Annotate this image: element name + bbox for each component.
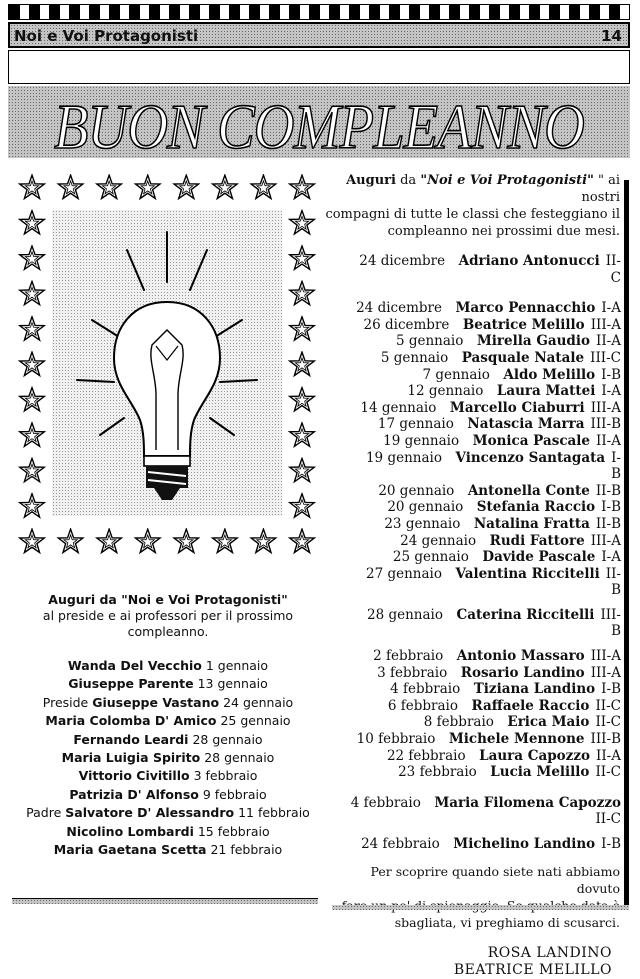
authors xyxy=(324,945,624,979)
professor-name: Maria Colomba D' Amico xyxy=(45,713,217,729)
student-class: III-A xyxy=(590,399,621,416)
student-name: Natascia Marra xyxy=(467,416,585,433)
student-class: II-A xyxy=(596,747,621,764)
note-line1: Per scoprire quando siete nati abbiamo dovuto xyxy=(370,863,620,896)
birthday-row xyxy=(324,681,624,698)
student-name: Natalina Fratta xyxy=(473,515,590,532)
star-icon xyxy=(20,211,45,234)
star-icon xyxy=(290,423,315,446)
professor-date: 13 gennaio xyxy=(197,676,268,692)
star-icon xyxy=(20,494,45,517)
birthday-date: 8 febbraio xyxy=(423,714,494,731)
student-class: I-A xyxy=(601,300,621,317)
birthday-date: 5 gennaio xyxy=(380,349,449,366)
student-name: Michelino Landino xyxy=(453,836,596,852)
student-class: III-A xyxy=(590,532,621,549)
birthday-row xyxy=(324,253,624,286)
birthday-date: 24 febbraio xyxy=(361,836,440,852)
intro-da: da xyxy=(395,173,421,188)
birthday-row xyxy=(324,836,624,853)
professor-prefix: Preside xyxy=(42,694,89,710)
birthday-row xyxy=(324,714,624,731)
professor-date: 15 febbraio xyxy=(197,823,270,839)
birthday-row xyxy=(324,416,624,433)
birthday-date: 20 gennaio xyxy=(378,482,455,499)
student-class: II-A xyxy=(596,432,621,449)
note-line3: sbagliata, vi preghiamo di scusarci. xyxy=(394,914,620,930)
student-name: Beatrice Melillo xyxy=(462,316,585,333)
student-class-wrap: B xyxy=(611,582,621,599)
birthday-row xyxy=(324,367,624,384)
professor-name: Maria Luigia Spirito xyxy=(61,750,201,766)
student-name: Valentina Riccitelli xyxy=(455,565,600,582)
star-icon xyxy=(20,458,45,481)
birthday-row xyxy=(324,300,624,317)
birthday-row xyxy=(324,350,624,367)
professor-date: 24 gennaio xyxy=(223,694,294,710)
star-icon xyxy=(174,529,199,552)
student-name: Antonella Conte xyxy=(467,482,590,499)
list-spacer xyxy=(324,781,624,795)
birthday-date: 23 febbraio xyxy=(398,764,477,781)
left-bottom-rule xyxy=(12,898,318,904)
professor-name: Salvatore D' Alessandro xyxy=(65,805,235,821)
author-2: BEATRICE MELILLO xyxy=(453,961,612,978)
star-icon xyxy=(290,246,315,269)
student-class-wrap: C xyxy=(610,269,621,286)
student-name: Vincenzo Santagata xyxy=(455,449,606,466)
student-class: I-B xyxy=(601,681,621,698)
professors-intro-line1: Auguri da "Noi e Voi Protagonisti" xyxy=(48,592,288,607)
student-name: Rosario Landino xyxy=(460,664,585,681)
student-class: I-A xyxy=(601,383,621,400)
right-column-bar xyxy=(624,180,629,910)
birthday-date: 27 gennaio xyxy=(366,565,442,582)
student-name: Marcello Ciaburri xyxy=(449,399,585,416)
birthday-row xyxy=(324,317,624,334)
birthday-row xyxy=(324,698,624,715)
student-class: II- xyxy=(605,565,621,582)
star-icon xyxy=(290,494,315,517)
star-icon xyxy=(97,529,122,552)
birthday-date: 20 gennaio xyxy=(387,499,464,516)
star-icon xyxy=(20,529,45,552)
star-icon xyxy=(97,175,122,198)
header-blank-box xyxy=(8,50,630,84)
professor-row xyxy=(12,841,324,859)
student-name: Laura Mattei xyxy=(496,383,596,400)
intro-ai-nostri: " ai nostri xyxy=(581,173,620,205)
star-icon xyxy=(135,175,160,198)
right-bottom-rule xyxy=(332,905,629,910)
student-name: Raffaele Raccio xyxy=(471,697,590,714)
birthday-date: 12 gennaio xyxy=(407,383,484,400)
student-class: I- xyxy=(611,449,621,466)
birthday-date: 10 febbraio xyxy=(356,731,436,748)
student-name: Lucia Melillo xyxy=(490,764,590,781)
birthday-date: 22 febbraio xyxy=(386,747,466,764)
student-class: III-B xyxy=(590,416,621,433)
birthday-row xyxy=(324,333,624,350)
light-bulb-icon xyxy=(52,210,282,516)
star-icon xyxy=(290,211,315,234)
birthday-row xyxy=(324,533,624,550)
star-icon xyxy=(290,352,315,375)
professor-name: Patrizia D' Alfonso xyxy=(69,786,199,802)
birthday-date: 24 dicembre xyxy=(356,300,442,317)
student-name: Aldo Melillo xyxy=(503,366,596,383)
student-class: I-A xyxy=(601,549,621,566)
star-icon xyxy=(20,175,45,198)
student-class-wrap: B xyxy=(611,623,621,640)
professors-intro-line3: compleanno. xyxy=(127,624,209,639)
magazine-title: Noi e Voi Protagonisti xyxy=(14,27,199,45)
professor-date: 25 gennaio xyxy=(220,713,291,729)
birthday-date: 17 gennaio xyxy=(377,416,454,433)
star-icon xyxy=(213,529,238,552)
birthday-row xyxy=(324,665,624,682)
professor-date: 1 gennaio xyxy=(205,658,269,673)
student-class: III-C xyxy=(590,349,621,366)
student-class-wrap: II-C xyxy=(595,811,621,828)
student-class: II-C xyxy=(595,764,621,781)
star-icon xyxy=(58,529,82,552)
student-class: II-A xyxy=(596,333,621,350)
student-name: Maria Filomena Capozzo xyxy=(434,794,621,811)
student-class: II-B xyxy=(595,515,621,532)
professor-name: Giuseppe Vastano xyxy=(92,694,220,710)
student-name: Rudi Fattore xyxy=(489,532,585,549)
list-spacer xyxy=(324,599,624,607)
professor-row xyxy=(12,657,324,675)
author-1: ROSA LANDINO xyxy=(487,944,612,961)
professor-name: Wanda Del Vecchio xyxy=(67,658,202,673)
professor-row xyxy=(12,804,324,822)
star-icon xyxy=(20,388,45,411)
student-name: Antonio Massaro xyxy=(456,648,585,665)
student-class: III-A xyxy=(590,316,621,333)
apology-note xyxy=(324,863,624,931)
student-name: Erica Maio xyxy=(507,714,590,731)
star-icon xyxy=(290,317,315,340)
professor-name: Maria Gaetana Scetta xyxy=(53,842,207,858)
student-name: Marco Pennacchio xyxy=(455,300,596,317)
student-name: Stefania Raccio xyxy=(476,499,596,516)
student-name: Caterina Riccitelli xyxy=(456,606,595,623)
student-class-wrap: B xyxy=(611,466,621,483)
birthday-date: 24 dicembre xyxy=(359,253,446,269)
birthday-list xyxy=(324,253,624,853)
birthday-date: 5 gennaio xyxy=(395,333,464,350)
student-name: Tiziana Landino xyxy=(473,681,596,698)
birthday-row xyxy=(324,648,624,665)
students-intro-line3: compleanno nei prossimi due mesi. xyxy=(387,224,620,239)
professor-name: Nicolino Lombardi xyxy=(66,823,194,839)
birthday-row xyxy=(324,731,624,748)
student-class: III-A xyxy=(590,664,621,681)
birthday-date: 2 febbraio xyxy=(373,648,444,665)
birthday-row xyxy=(324,764,624,781)
student-class: I-B xyxy=(601,836,621,852)
birthday-row xyxy=(324,566,624,599)
header-bar xyxy=(8,22,630,48)
student-name: Monica Pascale xyxy=(472,432,591,449)
professors-section xyxy=(12,592,324,859)
professor-name: Giuseppe Parente xyxy=(68,676,194,692)
star-icon xyxy=(251,175,276,198)
professor-date: 21 febbraio xyxy=(210,842,283,858)
banner xyxy=(8,86,630,158)
birthday-row xyxy=(324,400,624,417)
student-class: II- xyxy=(605,253,621,269)
birthday-row xyxy=(324,549,624,566)
birthday-date: 4 febbraio xyxy=(350,794,421,811)
professor-date: 28 gennaio xyxy=(192,731,263,747)
birthday-row xyxy=(324,450,624,483)
star-icon xyxy=(58,175,82,198)
star-icon xyxy=(20,281,45,304)
birthday-date: 14 gennaio xyxy=(360,399,437,416)
professor-row xyxy=(12,767,324,785)
star-icon xyxy=(290,175,315,198)
student-name: Adriano Antonucci xyxy=(458,253,600,269)
professor-row xyxy=(12,823,324,841)
birthday-row xyxy=(324,433,624,450)
student-name: Pasquale Natale xyxy=(461,349,585,366)
star-icon xyxy=(135,529,160,552)
star-icon xyxy=(174,175,199,198)
professor-row xyxy=(12,694,324,712)
professors-list xyxy=(12,657,324,859)
students-section xyxy=(324,172,624,978)
professors-intro xyxy=(12,592,324,640)
page-number: 14 xyxy=(601,27,622,45)
professor-row xyxy=(12,675,324,693)
students-intro-line2: compagni di tutte le classi che festeggiano il xyxy=(325,207,620,222)
birthday-date: 19 gennaio xyxy=(365,449,442,466)
birthday-date: 28 gennaio xyxy=(367,606,443,623)
student-name: Laura Capozzo xyxy=(479,747,591,764)
birthday-row xyxy=(324,483,624,500)
birthday-date: 4 febbraio xyxy=(390,681,461,698)
student-name: Davide Pascale xyxy=(482,549,596,566)
birthday-row xyxy=(324,499,624,516)
student-class: I-B xyxy=(601,366,621,383)
star-icon xyxy=(20,317,45,340)
student-name: Mirella Gaudio xyxy=(476,333,591,350)
list-spacer xyxy=(324,828,624,836)
student-class: II-C xyxy=(595,697,621,714)
student-class: III- xyxy=(600,606,621,623)
students-intro-line1 xyxy=(324,172,620,206)
student-class: III-B xyxy=(590,731,621,748)
birthday-date: 25 gennaio xyxy=(392,549,469,566)
birthday-row xyxy=(324,607,624,640)
student-class: III-A xyxy=(590,648,621,665)
star-icon xyxy=(20,352,45,375)
professor-date: 11 febbraio xyxy=(238,805,310,821)
professor-date: 3 febbraio xyxy=(193,768,258,784)
star-icon xyxy=(290,529,315,552)
bulb-illustration xyxy=(52,210,282,516)
star-icon xyxy=(251,529,276,552)
professor-row xyxy=(12,749,324,767)
list-spacer xyxy=(324,640,624,648)
banner-title-art xyxy=(8,86,630,158)
birthday-date: 24 gennaio xyxy=(400,532,477,549)
birthday-date: 6 febbraio xyxy=(387,697,458,714)
birthday-date: 26 dicembre xyxy=(363,316,450,333)
professor-date: 28 gennaio xyxy=(204,750,275,766)
student-class: II-C xyxy=(595,714,621,731)
birthday-row xyxy=(324,516,624,533)
checkered-border xyxy=(8,4,630,20)
professor-date: 9 febbraio xyxy=(202,786,267,802)
birthday-row xyxy=(324,795,624,828)
professor-row xyxy=(12,731,324,749)
student-name: Michele Mennone xyxy=(448,731,585,748)
birthday-date: 3 febbraio xyxy=(377,664,448,681)
birthday-date: 7 gennaio xyxy=(422,366,490,383)
birthday-date: 19 gennaio xyxy=(383,432,460,449)
professor-name: Vittorio Civitillo xyxy=(78,768,190,784)
birthday-date: 23 gennaio xyxy=(384,515,461,532)
birthday-row xyxy=(324,748,624,765)
star-icon xyxy=(290,458,315,481)
students-intro xyxy=(324,172,624,240)
star-icon xyxy=(213,175,238,198)
professor-prefix: Padre xyxy=(26,805,62,821)
professors-intro-line2: al preside e ai professori per il prossimo xyxy=(42,608,294,623)
star-icon xyxy=(290,388,315,411)
professor-name: Fernando Leardi xyxy=(73,731,189,747)
birthday-row xyxy=(324,383,624,400)
intro-auguri: Auguri xyxy=(346,173,396,188)
student-class: I-B xyxy=(601,499,621,516)
professor-row xyxy=(12,712,324,730)
professor-row xyxy=(12,786,324,804)
intro-magazine: "Noi e Voi Protagonisti" xyxy=(420,173,594,188)
star-icon xyxy=(20,423,45,446)
banner-title: BUON COMPLEANNO xyxy=(54,91,584,158)
star-icon xyxy=(20,246,45,269)
list-spacer xyxy=(324,286,624,300)
star-icon xyxy=(290,281,315,304)
student-class: II-B xyxy=(595,482,621,499)
